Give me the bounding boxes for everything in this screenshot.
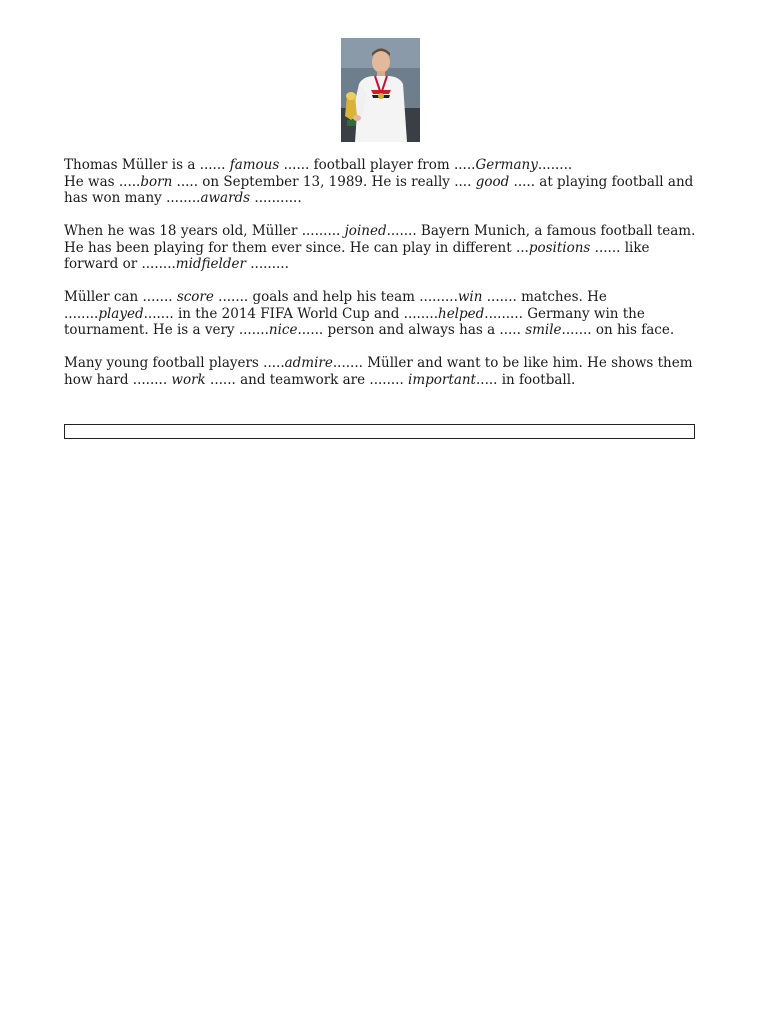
- answer-word: good: [475, 173, 510, 190]
- sentence-text: ...... and teamwork are ........: [205, 371, 409, 388]
- sentence-text: When he was 18 years old, Müller .........: [64, 223, 345, 239]
- answer-word: born: [140, 173, 173, 190]
- sentence-text: ....... Bayern Munich, a famous football team. He has been playing for them ever since. He can play in different ...: [64, 223, 696, 256]
- sentence-text: ....... matches. He ........: [64, 289, 607, 322]
- answer-word: important: [408, 371, 476, 388]
- player-photo: [341, 38, 420, 142]
- sentence-text: Müller can .......: [64, 289, 177, 305]
- worksheet-text: [64, 157, 704, 405]
- answer-word: awards: [200, 190, 251, 206]
- sentence-text: ....... on his face.: [561, 322, 675, 338]
- paragraph-4: [64, 355, 704, 388]
- sentence-text: Thomas Müller is a ......: [64, 157, 230, 173]
- paragraph-2: [64, 223, 704, 273]
- answer-word: positions: [528, 239, 591, 256]
- sentence-text: ...... like forward or ........: [64, 239, 650, 272]
- answer-word: midfielder: [175, 256, 246, 272]
- answer-word: score: [176, 289, 214, 305]
- answer-word: admire: [284, 355, 333, 371]
- answer-word: played: [98, 305, 144, 322]
- sentence-text: ...... football player from .....: [279, 157, 476, 173]
- sentence-text: He was .....: [64, 173, 141, 190]
- sentence-text: ....... goals and help his team .........: [213, 289, 458, 305]
- sentence-text: ....... in the 2014 FIFA World Cup and ........: [143, 305, 438, 322]
- sentence-text: Many young football players .....: [64, 355, 285, 371]
- answer-word: smile: [525, 322, 562, 338]
- sentence-text: ....... Müller and want to be like him. He shows them how hard ........: [64, 355, 693, 388]
- paragraph-3: [64, 289, 704, 339]
- paragraph-1: [64, 157, 704, 207]
- answer-word: famous: [229, 157, 280, 173]
- sentence-text: ...... person and always has a .....: [297, 322, 526, 338]
- sentence-text: ......... Germany win the tournament. He is a very .......: [64, 305, 645, 338]
- sentence-text: ..... at playing football and has won many ........: [64, 173, 694, 206]
- answer-word: nice: [268, 322, 298, 338]
- answer-word: win: [457, 289, 483, 305]
- sentence-text: ........: [537, 157, 573, 173]
- answer-word: joined: [344, 223, 387, 239]
- sentence-text: ..... in football.: [475, 371, 576, 388]
- football-player-with-trophy-photo: [341, 38, 420, 142]
- answer-box[interactable]: [64, 424, 695, 439]
- sentence-text: ..... on September 13, 1989. He is really ....: [172, 173, 476, 190]
- answer-word: Germany: [475, 157, 538, 173]
- sentence-text: .........: [245, 256, 289, 272]
- answer-word: helped: [438, 305, 485, 322]
- answer-word: work: [171, 371, 206, 388]
- sentence-text: ...........: [250, 190, 302, 206]
